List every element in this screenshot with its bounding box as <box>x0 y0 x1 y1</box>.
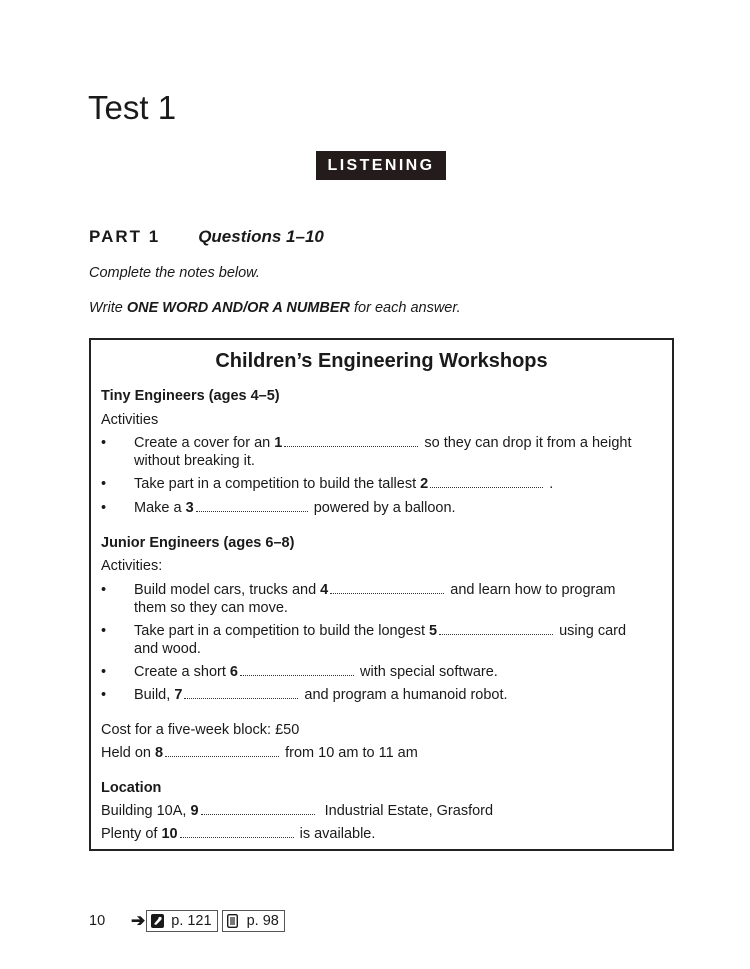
bullet-icon: • <box>101 687 107 703</box>
question-number: 6 <box>229 664 238 680</box>
location-heading: Location <box>101 780 162 796</box>
arrow-right-icon: ➔ <box>131 911 146 930</box>
tiny-activities-label: Activities <box>101 412 159 428</box>
answer-blank-4[interactable] <box>330 582 444 594</box>
question-number: 2 <box>420 476 429 492</box>
answer-blank-1[interactable] <box>284 435 418 447</box>
answer-blank-7[interactable] <box>184 687 298 699</box>
answer-blank-9[interactable] <box>201 803 315 815</box>
question-number: 4 <box>320 582 329 598</box>
location-building-line: Building 10A, 9 Industrial Estate, Grasford <box>101 803 494 819</box>
notes-box: Children’s Engineering Workshops Tiny Engineers (ages 4–5) Activities • Create a cover for an 1 so they can drop it from a height without breaking it. • Take part in a competition to build the tallest 2 . • Make a 3 powered by a balloon. Junior Engineers (ages 6–8) Activities: • Build model cars, trucks and 4 and learn how to program them so they can move. • Take part in a competition to build the longest 5 using card and wood. • Create a short 6 with special software. • Build, 7 and program a humanoid robot. Cost for a five-week block: £50 Held on 8 from 10 am to 11 am Location Building 10A, 9 Industrial Estate, Grasford Plenty of 10 is available. <box>89 338 674 851</box>
transcript-icon <box>227 914 240 928</box>
answer-blank-2[interactable] <box>430 476 543 488</box>
word-limit-emphasis: ONE WORD AND/OR A NUMBER <box>126 300 350 316</box>
part-questions: Questions 1–10 <box>198 227 324 246</box>
answer-blank-8[interactable] <box>165 745 279 757</box>
cost-line: Cost for a five-week block: £50 <box>101 722 300 738</box>
instruction-word-limit: Write ONE WORD AND/OR A NUMBER for each answer. <box>89 300 461 316</box>
location-plenty-line: Plenty of 10 is available. <box>101 826 376 842</box>
answer-blank-10[interactable] <box>180 826 294 838</box>
tiny-engineers-heading: Tiny Engineers (ages 4–5) <box>101 388 280 404</box>
page-footer <box>89 910 289 932</box>
question-number: 9 <box>190 803 199 819</box>
part-heading <box>89 227 324 251</box>
bullet-icon: • <box>101 582 107 598</box>
question-number: 7 <box>174 687 183 703</box>
question-number: 5 <box>429 623 438 639</box>
page-title: Test 1 <box>88 89 177 126</box>
instruction-complete: Complete the notes below. <box>89 265 260 281</box>
answer-blank-6[interactable] <box>240 664 354 676</box>
notes-title: Children’s Engineering Workshops <box>215 350 548 372</box>
bullet-icon: • <box>101 664 107 680</box>
answer-blank-5[interactable] <box>439 623 553 635</box>
section-badge: LISTENING <box>316 151 446 180</box>
answer-key-icon <box>151 914 164 928</box>
question-number: 8 <box>155 745 164 761</box>
question-number: 3 <box>185 500 194 516</box>
question-number: 10 <box>161 826 178 842</box>
page-number: 10 <box>89 913 106 929</box>
bullet-icon: • <box>101 435 107 451</box>
bullet-icon: • <box>101 500 107 516</box>
bullet-icon: • <box>101 476 107 492</box>
answer-blank-3[interactable] <box>196 500 308 512</box>
bullet-icon: • <box>101 623 107 639</box>
part-label: PART 1 <box>89 227 161 246</box>
transcript-reference[interactable]: p. 98 <box>222 910 285 932</box>
junior-activities-label: Activities: <box>101 558 163 574</box>
junior-engineers-heading: Junior Engineers (ages 6–8) <box>101 535 295 551</box>
question-number: 1 <box>274 435 283 451</box>
answer-key-reference[interactable]: p. 121 <box>146 910 217 932</box>
held-line: Held on 8 from 10 am to 11 am <box>101 745 418 761</box>
